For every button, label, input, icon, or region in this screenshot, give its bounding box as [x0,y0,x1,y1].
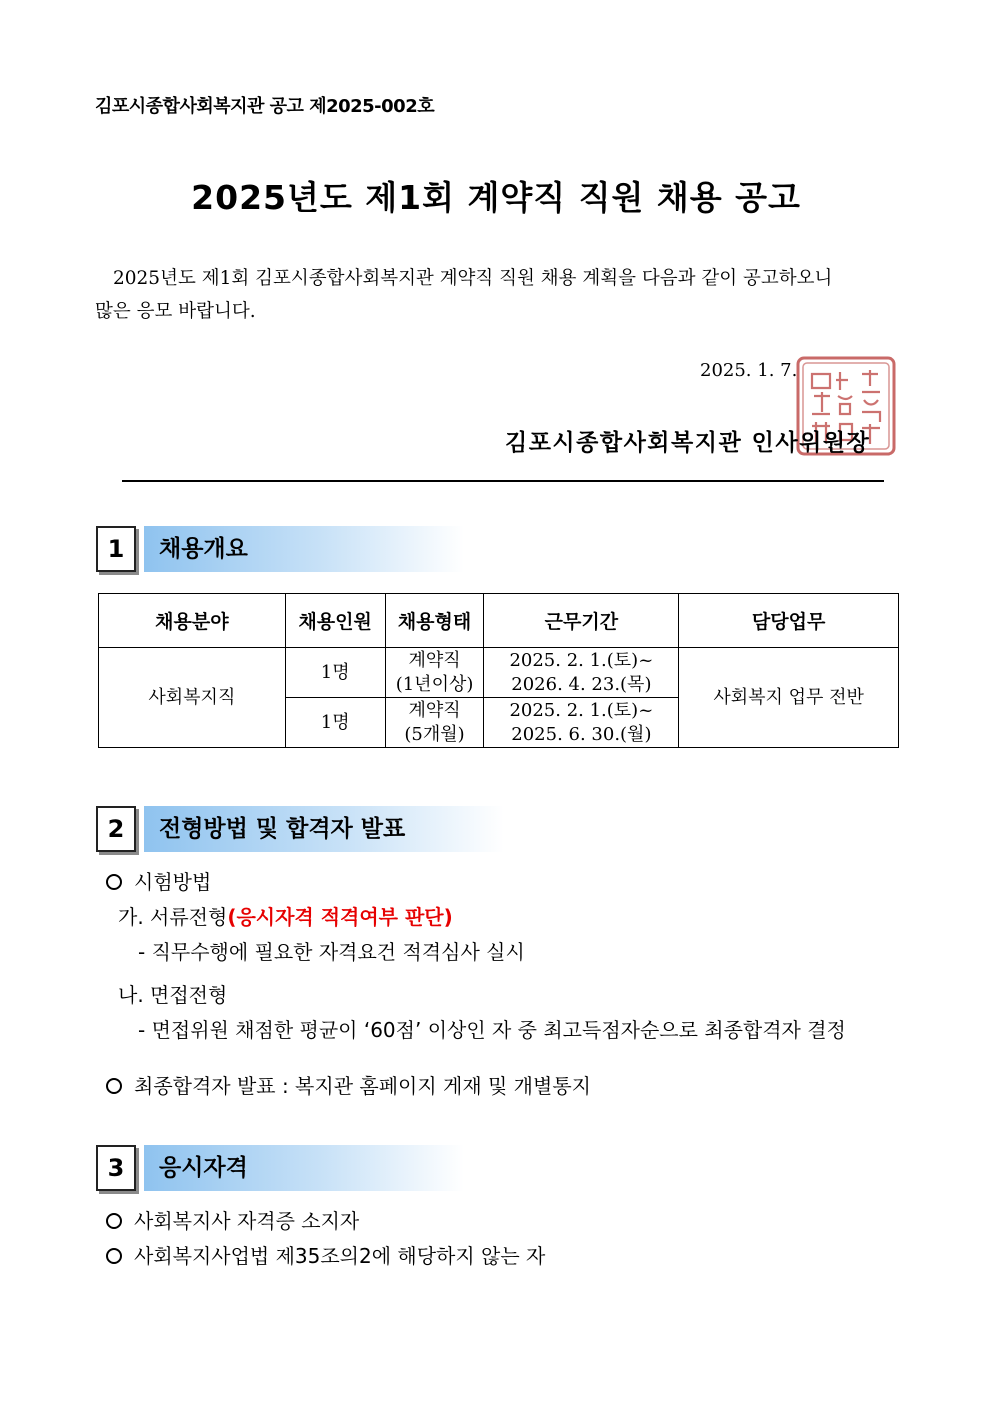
count-cell: 1명 [285,698,385,748]
section-heading: 전형방법 및 합격자 발표 [144,806,504,852]
page-title: 2025년도 제1회 계약직 직원 채용 공고 [191,178,801,217]
qualification-text: 사회복지사 자격증 소지자 [134,1209,360,1233]
step2-detail: - 면접위원 채점한 평균이 ‘60점’ 이상인 자 중 최고득점자순으로 최종합격자 결정 [138,1018,846,1042]
circle-bullet-icon [106,874,122,890]
duty-cell: 사회복지 업무 전반 [679,648,899,748]
table-header: 채용인원 [285,594,385,648]
section-number: 3 [96,1145,136,1191]
field-cell: 사회복지직 [99,648,286,748]
period-line: 2025. 6. 30.(월) [511,723,652,745]
table-header: 채용분야 [99,594,286,648]
table-header: 채용형태 [385,594,484,648]
period-line: 2025. 2. 1.(토)~ [509,699,654,721]
section-number: 1 [96,526,136,572]
period-line: 2026. 4. 23.(목) [511,673,652,695]
intro-paragraph [95,262,895,328]
announce-line [106,1070,591,1099]
notice-number: 김포시종합사회복지관 공고 제2025-002호 [95,96,435,117]
qualification-item [106,1205,359,1234]
type-cell [385,648,484,698]
period-line: 2025. 2. 1.(토)~ [509,649,654,671]
count-cell: 1명 [285,648,385,698]
circle-bullet-icon [106,1078,122,1094]
step1-highlight: (응시자격 적격여부 판단) [227,905,453,929]
step2-label: 나. 면접전형 [118,983,228,1007]
section-heading: 채용개요 [144,526,464,572]
section-heading: 응시자격 [144,1145,464,1191]
type-cell [385,698,484,748]
circle-bullet-icon [106,1213,122,1229]
recruitment-table [98,593,899,748]
table-row [99,648,899,698]
qualification-item [106,1240,545,1269]
qualification-text: 사회복지사업법 제35조의2에 해당하지 않는 자 [134,1244,546,1268]
intro-line-1: 2025년도 제1회 김포시종합사회복지관 계약직 직원 채용 계획을 다음과 같이 공고하오니 [113,268,833,289]
type-line: 계약직 [408,699,461,721]
type-line: (1년이상) [395,673,474,695]
period-cell [484,648,679,698]
header-divider [122,480,884,482]
circle-bullet-icon [106,1248,122,1264]
method-label: 시험방법 [134,870,212,894]
type-line: (5개월) [404,723,465,745]
table-header: 근무기간 [484,594,679,648]
type-line: 계약직 [408,649,461,671]
section-number: 2 [96,806,136,852]
table-header: 담당업무 [679,594,899,648]
issuer-name: 김포시종합사회복지관 인사위원장 [505,430,871,456]
intro-line-2: 많은 응모 바랍니다. [95,301,256,322]
step1-line [118,901,453,930]
notice-date: 2025. 1. 7. [700,360,798,381]
announce-text: 최종합격자 발표 : 복지관 홈페이지 게재 및 개별통지 [134,1074,591,1098]
method-heading [106,866,211,895]
table-header-row [99,594,899,648]
step1-detail: - 직무수행에 필요한 자격요건 적격심사 실시 [138,940,525,964]
period-cell [484,698,679,748]
step1-label: 가. 서류전형 [118,905,228,929]
